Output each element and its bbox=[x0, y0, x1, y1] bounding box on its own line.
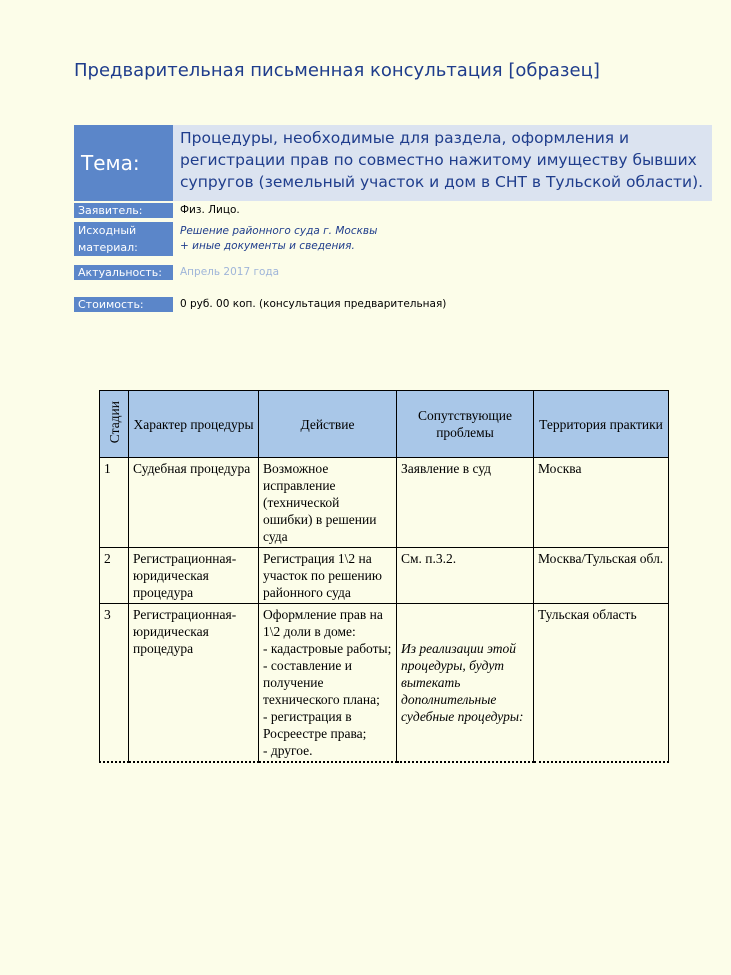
source-value-line2: + иные документы и сведения. bbox=[180, 240, 355, 252]
action-cell: Регистрация 1\2 на участок по решению районного суда bbox=[259, 548, 397, 604]
territory-cell: Тульская область bbox=[534, 604, 669, 763]
source-value bbox=[180, 224, 377, 254]
procedures-table bbox=[99, 390, 669, 763]
source-label-line1: Исходный bbox=[78, 224, 137, 237]
relevance-value: Апрель 2017 года bbox=[180, 266, 280, 278]
type-cell: Регистрационная-юридическая процедура bbox=[129, 548, 259, 604]
cost-label: Стоимость: bbox=[74, 297, 173, 312]
territory-cell: Москва bbox=[534, 458, 669, 548]
cost-value: 0 руб. 00 коп. (консультация предварительная) bbox=[180, 298, 447, 310]
territory-cell: Москва/Тульская обл. bbox=[534, 548, 669, 604]
stage-cell: 2 bbox=[100, 548, 129, 604]
header-type: Характер процедуры bbox=[129, 391, 259, 458]
header-stage bbox=[100, 391, 129, 458]
applicant-value: Физ. Лицо. bbox=[180, 204, 240, 216]
topic-label: Тема: bbox=[74, 125, 173, 201]
problems-cell: Из реализации этой процедуры, будут вытекать дополнительные судебные процедуры: bbox=[397, 604, 534, 763]
table-row bbox=[100, 604, 669, 763]
stage-cell: 1 bbox=[100, 458, 129, 548]
topic-text: Процедуры, необходимые для раздела, оформления и регистрации прав по совместно нажитому имуществу бывших супругов (земельный участок и дом в СНТ в Тульской области). bbox=[173, 125, 712, 201]
relevance-label: Актуальность: bbox=[74, 265, 173, 280]
table-row bbox=[100, 548, 669, 604]
header-action: Действие bbox=[259, 391, 397, 458]
source-label-line2: материал: bbox=[78, 241, 138, 254]
table-header-row bbox=[100, 391, 669, 458]
source-label bbox=[74, 222, 173, 256]
action-line: - регистрация в Росреестре права; bbox=[263, 709, 367, 741]
stage-cell: 3 bbox=[100, 604, 129, 763]
problems-cell: Заявление в суд bbox=[397, 458, 534, 548]
topic-block bbox=[74, 125, 712, 201]
action-line: - составление и получение технического плана; bbox=[263, 658, 380, 707]
table-row bbox=[100, 458, 669, 548]
applicant-label: Заявитель: bbox=[74, 203, 173, 218]
action-line: - кадастровые работы; bbox=[263, 641, 392, 656]
action-cell: Возможное исправление (технической ошибки) в решении суда bbox=[259, 458, 397, 548]
source-value-line1: Решение районного суда г. Москвы bbox=[180, 225, 378, 237]
header-stage-text: Стадии bbox=[106, 400, 122, 444]
action-line: - другое. bbox=[263, 743, 313, 758]
problems-cell: См. п.3.2. bbox=[397, 548, 534, 604]
action-cell bbox=[259, 604, 397, 763]
type-cell: Регистрационная-юридическая процедура bbox=[129, 604, 259, 763]
header-problems: Сопутствующие проблемы bbox=[397, 391, 534, 458]
header-territory: Территория практики bbox=[534, 391, 669, 458]
action-line: Оформление прав на 1\2 доли в доме: bbox=[263, 607, 383, 639]
page-title: Предварительная письменная консультация [образец] bbox=[74, 60, 600, 81]
type-cell: Судебная процедура bbox=[129, 458, 259, 548]
